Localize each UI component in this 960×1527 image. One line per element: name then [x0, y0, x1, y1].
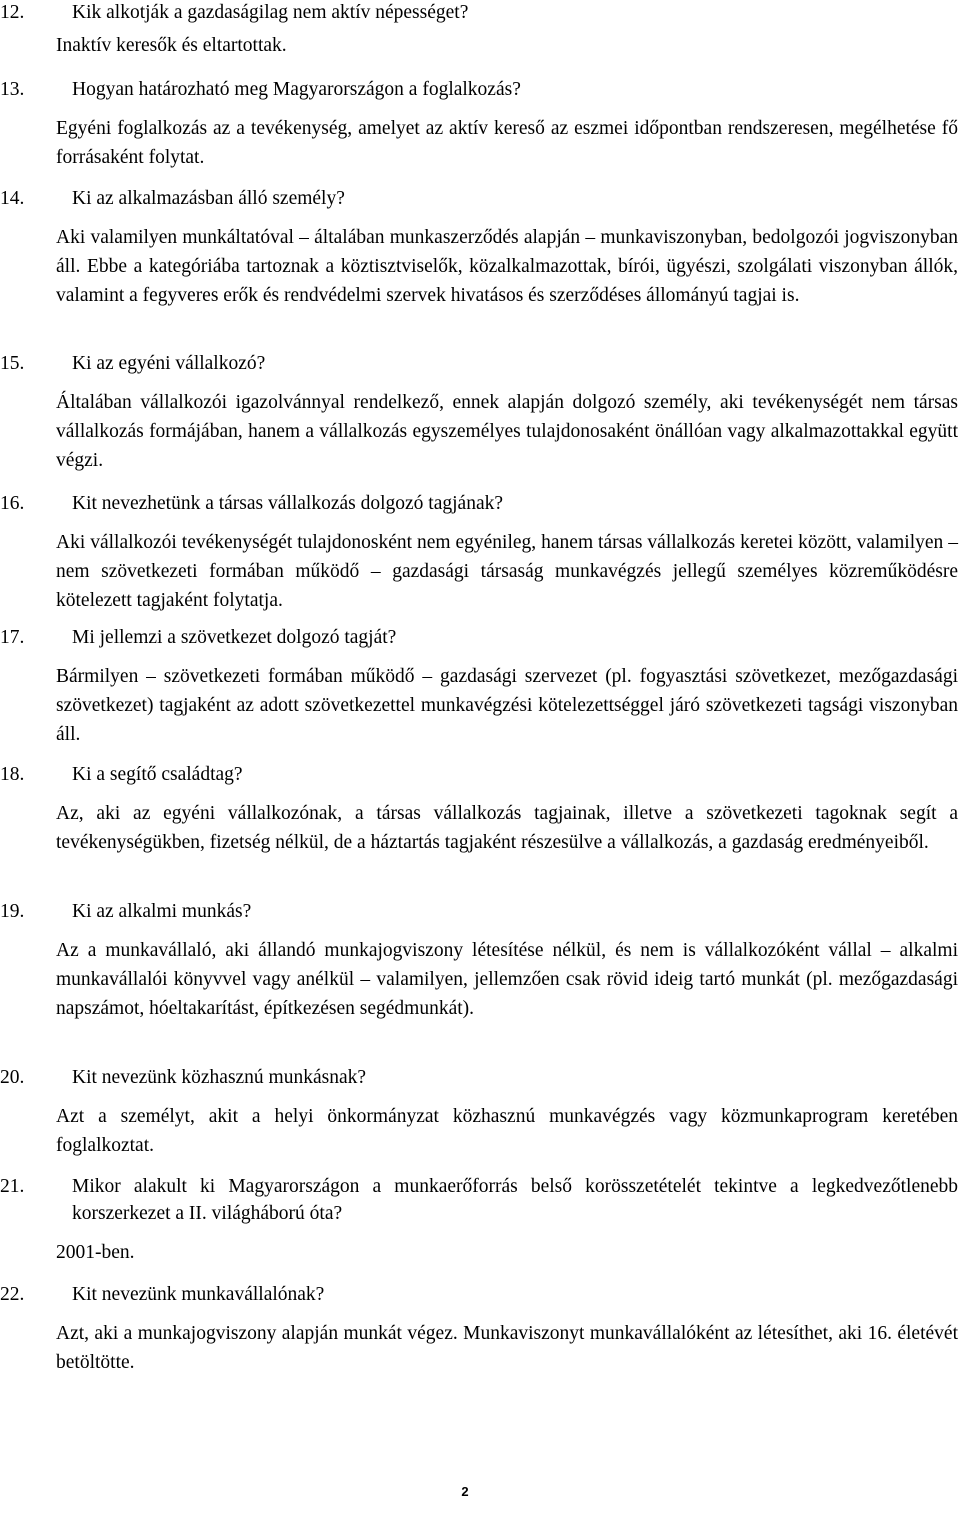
answer-text: Az, aki az egyéni vállalkozónak, a társas vállalkozás tagjainak, illetve a szövetkezeti tagoknak segít a tevékenységükben, fizetség nélkül, de a háztartás tagjaként részesülve a vállalkozás, a gazdaság eredményeiből.	[56, 803, 958, 853]
question	[0, 76, 958, 103]
question-number: 15.	[0, 353, 25, 374]
page-number: 2	[461, 1484, 469, 1499]
answer-text: Azt, aki a munkajogviszony alapján munkát végez. Munkaviszonyt munkavállalóként az létesíthet, aki 16. életévét betöltötte.	[56, 1323, 958, 1373]
question-number: 21.	[0, 1176, 25, 1197]
question-text: Ki a segítő családtag?	[72, 764, 243, 785]
answer-text: Bármilyen – szövetkezeti formában működő – gazdasági szervezet (pl. fogyasztási szövetkezet, mezőgazdasági szövetkezet) tagjaként az adott szövetkezettel munkavégzési kötelezettséggel járó szövetkezeti tagsági viszonyban áll.	[56, 666, 958, 745]
question-number: 18.	[0, 764, 25, 785]
question-text: Ki az alkalmazásban álló személy?	[72, 188, 345, 209]
question	[0, 490, 958, 517]
question	[0, 898, 958, 925]
answer-text: Aki vállalkozói tevékenységét tulajdonosként nem egyénileg, hanem társas vállalkozás keretei között, valamilyen – nem szövetkezeti formában működő – gazdasági társaság munkavégzés jellegű személyes közreműködésre kötelezett tagjaként folytatja.	[56, 532, 958, 611]
answer-text: Inaktív keresők és eltartottak.	[56, 35, 287, 56]
question-number: 12.	[0, 2, 25, 23]
qa-item-16	[0, 490, 958, 615]
qa-item-19	[0, 898, 958, 1023]
question-number: 16.	[0, 493, 25, 514]
question-number: 13.	[0, 79, 25, 100]
question	[0, 1281, 958, 1308]
question-number: 19.	[0, 901, 25, 922]
qa-item-14	[0, 185, 958, 310]
question	[0, 1064, 958, 1091]
question-number: 14.	[0, 188, 25, 209]
question	[0, 1173, 958, 1227]
answer-text: Általában vállalkozói igazolvánnyal rendelkező, ennek alapján dolgozó személy, aki tevékenységét nem társas vállalkozás formájában, hanem a vállalkozás egyszemélyes tulajdonosaként önállóan vagy alkalmazottakkal együtt végzi.	[56, 392, 958, 471]
question-number: 17.	[0, 627, 25, 648]
answer-text: Egyéni foglalkozás az a tevékenység, amelyet az aktív kereső az eszmei időpontban rendszeresen, megélhetése fő forrásaként folytat.	[56, 118, 958, 168]
question-text: Ki az egyéni vállalkozó?	[72, 353, 266, 374]
qa-item-20	[0, 1064, 958, 1160]
question-text: Kit nevezünk munkavállalónak?	[72, 1284, 325, 1305]
answer-text: Az a munkavállaló, aki állandó munkajogviszony létesítése nélkül, és nem is vállalkozóként vállal – alkalmi munkavállalói könyvvel vagy anélkül – valamilyen, jellemzően csak rövid ideig tartó munkát (pl. mezőgazdasági napszámot, hóeltakarítást, építkezésen segédmunkát).	[56, 940, 958, 1019]
qa-item-22	[0, 1281, 958, 1377]
question-text: Hogyan határozható meg Magyarországon a foglalkozás?	[72, 79, 521, 100]
question	[0, 761, 958, 788]
qa-item-13	[0, 76, 958, 172]
question	[0, 350, 958, 377]
qa-item-15	[0, 350, 958, 475]
qa-item-12	[0, 0, 958, 60]
answer-text: Azt a személyt, akit a helyi önkormányzat közhasznú munkavégzés vagy közmunkaprogram keretében foglalkoztat.	[56, 1106, 958, 1156]
question	[0, 0, 958, 26]
question-text: Ki az alkalmi munkás?	[72, 901, 252, 922]
question-text: Kik alkotják a gazdaságilag nem aktív népességet?	[72, 2, 469, 23]
question	[0, 624, 958, 651]
answer-text: Aki valamilyen munkáltatóval – általában munkaszerződés alapján – munkaviszonyban, bedolgozói jogviszonyban áll. Ebbe a kategóriába tartoznak a köztisztviselők, közalkalmazottak, bírói, ügyészi, szolgálati viszonyban állók, valamint a fegyveres erők és rendvédelmi szervek hivatásos és szerződéses állományú tagjai is.	[56, 227, 958, 306]
question-text: Kit nevezünk közhasznú munkásnak?	[72, 1067, 367, 1088]
qa-item-18	[0, 761, 958, 857]
question-number: 22.	[0, 1284, 25, 1305]
qa-item-21	[0, 1173, 958, 1267]
question	[0, 185, 958, 212]
question-number: 20.	[0, 1067, 25, 1088]
question-text: Mikor alakult ki Magyarországon a munkaerőforrás belső korösszetételét tekintve a legkedvezőtlenebb korszerkezet a II. világháború óta?	[72, 1176, 958, 1224]
answer-text: 2001-ben.	[56, 1242, 135, 1263]
question-text: Mi jellemzi a szövetkezet dolgozó tagját?	[72, 627, 397, 648]
question-text: Kit nevezhetünk a társas vállalkozás dolgozó tagjának?	[72, 493, 503, 514]
qa-item-17	[0, 624, 958, 749]
